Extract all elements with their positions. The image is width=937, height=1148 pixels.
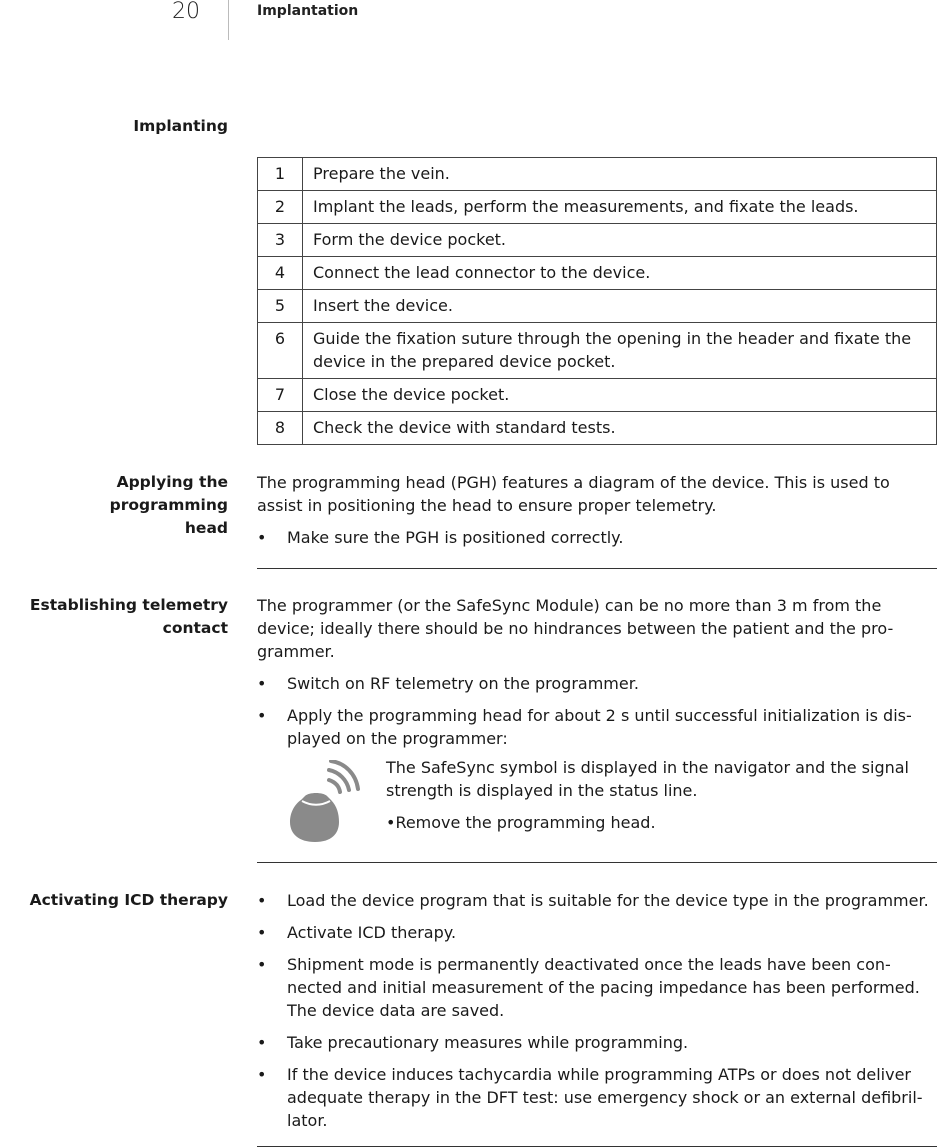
programming-head-paragraph: The programming head (PGH) features a diagram of the device. This is used to assist in positioning the head to ensure proper telemetry. — [257, 473, 890, 515]
list-item — [257, 889, 937, 912]
telemetry-paragraph: The programmer (or the SafeSync Module) can be no more than 3 m from the device; ideally there should be no hindrances between the patient and the pro-grammer. — [257, 596, 894, 661]
page-number: 20 — [172, 0, 200, 24]
step-text: Prepare the vein. — [303, 158, 937, 191]
section-divider — [257, 568, 937, 569]
step-text: Implant the leads, perform the measurements, and fixate the leads. — [303, 191, 937, 224]
icd-therapy-heading: Activating ICD therapy — [29, 891, 228, 909]
telemetry-heading: Establishing telemetry contact — [29, 596, 228, 637]
step-number: 7 — [258, 379, 303, 412]
list-item-text: Activate ICD therapy. — [287, 923, 457, 942]
list-item-text: Shipment mode is permanently deactivated once the leads have been con-nected and initial measurement of the pacing impedance has been performed. The device data are saved. — [287, 955, 920, 1020]
list-item-text: Make sure the PGH is positioned correctly. — [287, 528, 624, 547]
implanting-steps-table — [257, 157, 937, 445]
bullet-icon: • — [257, 955, 267, 974]
table-row — [258, 412, 937, 445]
list-item — [257, 921, 937, 944]
telemetry-bullets — [257, 672, 937, 750]
step-number: 4 — [258, 257, 303, 290]
safesync-description: The SafeSync symbol is displayed in the navigator and the signal strength is displayed in the status line. — [386, 758, 909, 800]
table-row — [258, 323, 937, 379]
list-item-text: Load the device program that is suitable for the device type in the programmer. — [287, 891, 929, 910]
programming-head-section — [257, 471, 937, 558]
step-number: 1 — [258, 158, 303, 191]
list-item — [257, 953, 937, 1022]
bullet-icon: • — [257, 1065, 267, 1084]
section-divider — [257, 862, 937, 863]
step-number: 5 — [258, 290, 303, 323]
bullet-icon: • — [257, 528, 267, 547]
safesync-info — [287, 756, 937, 852]
table-row — [258, 379, 937, 412]
list-item — [257, 1031, 937, 1054]
list-item — [257, 1063, 937, 1132]
table-row — [258, 191, 937, 224]
step-number: 2 — [258, 191, 303, 224]
step-text: Form the device pocket. — [303, 224, 937, 257]
bullet-icon: • — [257, 1033, 267, 1052]
list-item-text: Apply the programming head for about 2 s until successful initialization is dis-played on the programmer: — [287, 706, 912, 748]
list-item-text: Take precautionary measures while programming. — [287, 1033, 689, 1052]
bullet-icon: • — [257, 674, 267, 693]
list-item — [257, 526, 937, 549]
table-row — [258, 257, 937, 290]
step-text: Close the device pocket. — [303, 379, 937, 412]
programming-head-heading: Applying the programming head — [109, 473, 228, 537]
header-divider — [228, 0, 229, 40]
step-text: Guide the fixation suture through the opening in the header and fixate the device in the prepared device pocket. — [303, 323, 937, 379]
bullet-icon: • — [257, 891, 267, 910]
safesync-text-block — [386, 756, 937, 843]
safesync-signal-icon — [287, 760, 363, 848]
bullet-icon: • — [257, 923, 267, 942]
implanting-heading: Implanting — [133, 117, 228, 135]
step-text: Insert the device. — [303, 290, 937, 323]
list-item-text: If the device induces tachycardia while programming ATPs or does not deliver adequate therapy in the DFT test: use emergency shock or an external defibril-lator. — [287, 1065, 923, 1130]
icd-therapy-bullets — [257, 889, 937, 1132]
telemetry-section — [257, 594, 937, 759]
programming-head-bullets — [257, 526, 937, 549]
step-number: 3 — [258, 224, 303, 257]
step-number: 6 — [258, 323, 303, 379]
step-number: 8 — [258, 412, 303, 445]
icd-therapy-section — [257, 889, 937, 1141]
safesync-instruction: •Remove the programming head. — [386, 813, 656, 832]
chapter-title: Implantation — [257, 3, 359, 19]
step-text: Check the device with standard tests. — [303, 412, 937, 445]
list-item — [257, 704, 937, 750]
table-row — [258, 158, 937, 191]
table-row — [258, 290, 937, 323]
step-text: Connect the lead connector to the device. — [303, 257, 937, 290]
section-divider — [257, 1146, 937, 1147]
list-item-text: Switch on RF telemetry on the programmer. — [287, 674, 639, 693]
table-row — [258, 224, 937, 257]
list-item — [257, 672, 937, 695]
bullet-icon: • — [257, 706, 267, 725]
